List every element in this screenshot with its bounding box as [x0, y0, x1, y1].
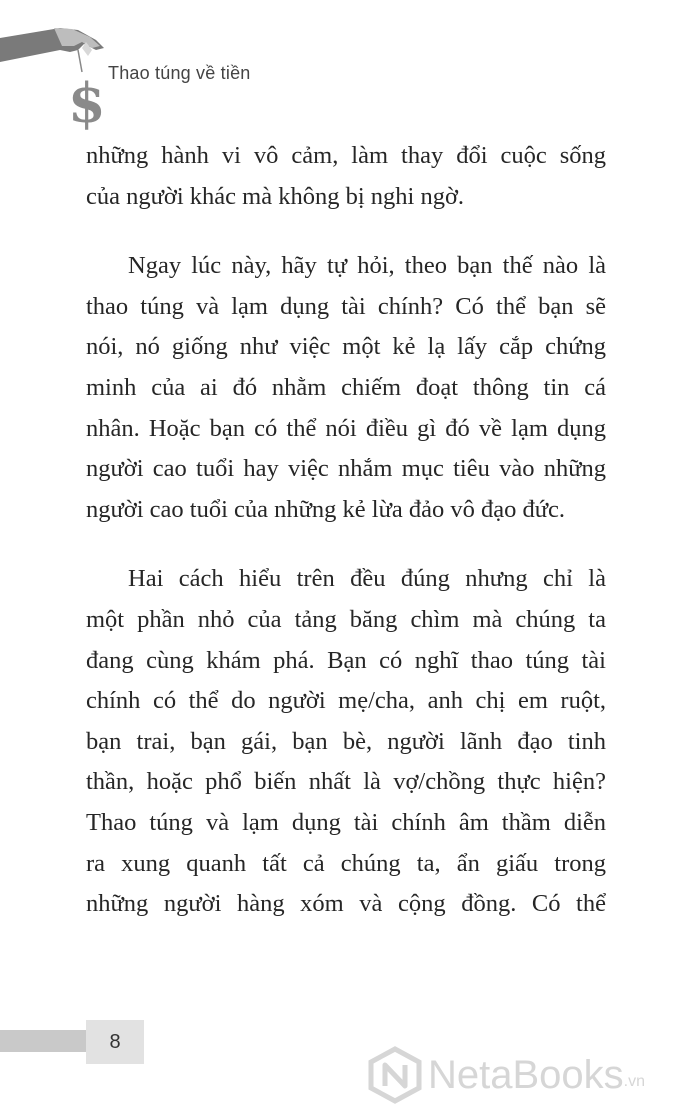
- watermark-brand: NetaBooks: [428, 1052, 624, 1097]
- text-line: đang cùng khám phá. Bạn có nghĩ thao túng tài: [86, 646, 606, 674]
- text-line: ra xung quanh tất cả chúng ta, ẩn giấu trong: [86, 849, 606, 877]
- text-line: thần, hoặc phổ biến nhất là vợ/chồng thực hiện?: [86, 768, 606, 796]
- watermark: [366, 1045, 700, 1105]
- text-line: những người hàng xóm và cộng đồng. Có thể: [86, 890, 606, 918]
- text-line: bạn trai, bạn gái, bạn bè, người lãnh đạo tinh: [86, 727, 606, 755]
- text-line: Hai cách hiểu trên đều đúng nhưng chỉ là: [128, 565, 606, 593]
- body-text: [86, 136, 606, 925]
- text-line: chính có thể do người mẹ/cha, anh chị em ruột,: [86, 687, 606, 715]
- watermark-suffix: .vn: [623, 1073, 646, 1090]
- text-line: nói, nó giống như việc một kẻ lạ lấy cắp chứng: [86, 333, 606, 361]
- text-line: một phần nhỏ của tảng băng chìm mà chúng ta: [86, 605, 606, 633]
- text-line: những hành vi vô cảm, làm thay đổi cuộc sống: [86, 142, 606, 169]
- page-number: 8: [86, 1020, 144, 1064]
- text-line: người cao tuổi của những kẻ lừa đảo vô đạo đức.: [86, 495, 566, 523]
- text-line: thao túng và lạm dụng tài chính? Có thể bạn sẽ: [86, 292, 606, 320]
- netabooks-logo-icon: [366, 1046, 424, 1104]
- running-header: Thao túng về tiền: [108, 63, 251, 83]
- text-line: nhân. Hoặc bạn có thể nói điều gì đó về lạm dụng: [86, 414, 606, 442]
- text-line: người cao tuổi hay việc nhắm mục tiêu vào những: [86, 455, 606, 483]
- page-number-bar: [0, 1030, 86, 1052]
- text-line: Thao túng và lạm dụng tài chính âm thầm diễn: [86, 808, 606, 836]
- text-line: minh của ai đó nhằm chiếm đoạt thông tin cá: [86, 373, 606, 401]
- text-line: Ngay lúc này, hãy tự hỏi, theo bạn thế nào là: [128, 252, 606, 280]
- svg-text:$: $: [68, 71, 106, 135]
- text-line: của người khác mà không bị nghi ngờ.: [86, 182, 465, 210]
